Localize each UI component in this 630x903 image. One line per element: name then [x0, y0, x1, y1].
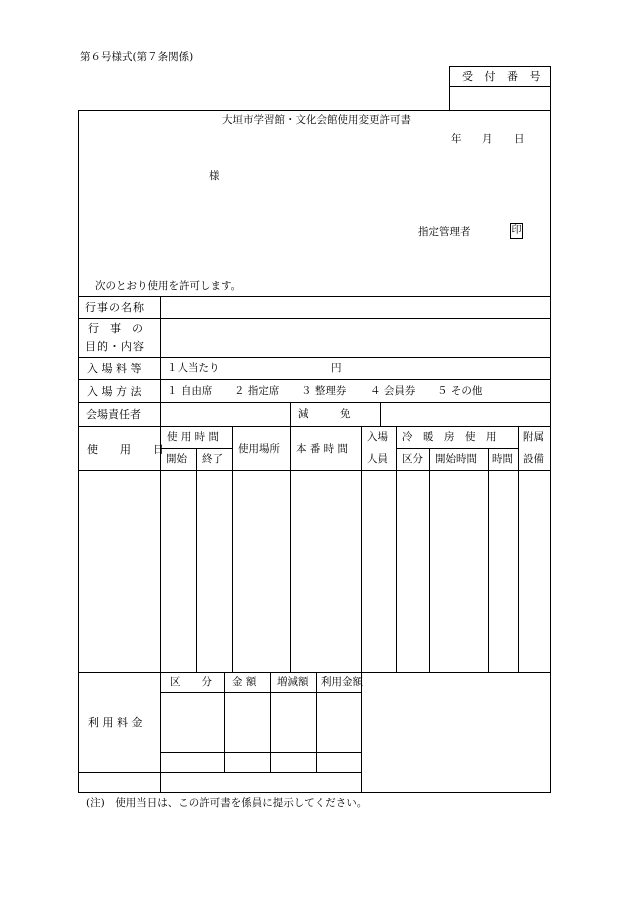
- receipt-box-mid: [449, 86, 551, 87]
- row-line-3: [78, 357, 551, 358]
- hours-header: 時間: [492, 453, 513, 465]
- admission-method-label: 入 場 方 法: [87, 385, 142, 398]
- addressee-suffix: 様: [209, 170, 220, 182]
- equipment-header-1: 附属: [523, 431, 544, 443]
- aircon-header: 冷 暖 房 使 用: [402, 431, 497, 443]
- admission-method-5: ５ その他: [437, 385, 483, 397]
- sched-col-361: [361, 426, 362, 672]
- fee-total-header: 利用金額: [321, 676, 363, 688]
- manager-divider-2: [380, 402, 381, 426]
- aircon-subheader-line: [396, 448, 518, 449]
- note: (注) 使用当日は、この許可書を係員に提示してください。: [86, 797, 368, 809]
- performance-time-header: 本 番 時 間: [296, 443, 349, 455]
- row-line-7: [78, 470, 551, 471]
- date-month: 月: [482, 133, 493, 145]
- admission-method-3: ３ 整理券: [301, 385, 347, 397]
- fee-right-divider: [361, 672, 362, 792]
- time-subheader-line: [160, 448, 232, 449]
- row-line-2: [78, 318, 551, 319]
- receipt-box-top: [449, 66, 551, 67]
- use-date-header: 使 用 日: [87, 443, 164, 456]
- admission-fee-prefix: １人当たり: [167, 362, 220, 374]
- sched-col-488: [488, 448, 489, 672]
- fee-label-divider: [160, 672, 161, 792]
- admission-method-2: ２ 指定席: [234, 385, 280, 397]
- row-line-8: [78, 672, 551, 673]
- admission-method-1: １ 自由席: [167, 385, 213, 397]
- fee-header-line: [160, 692, 361, 693]
- manager-label: 会場責任者: [86, 408, 141, 421]
- fee-label: 利 用 料 金: [88, 716, 143, 729]
- receipt-box-right: [550, 66, 551, 110]
- start-header: 開始: [166, 453, 187, 465]
- fee-change-header: 増減額: [277, 676, 309, 688]
- start-time-header: 開始時間: [435, 453, 477, 465]
- fee-col-316: [316, 672, 317, 772]
- row-line-6: [78, 426, 551, 427]
- attendance-header-1: 入場: [367, 431, 388, 443]
- fee-bottom-line: [78, 772, 361, 773]
- attendance-header-2: 人員: [367, 453, 388, 465]
- sched-col-429: [429, 448, 430, 672]
- fee-col-224: [224, 672, 225, 772]
- purpose-label-1: 行 事 の: [88, 322, 143, 335]
- sched-col-232: [232, 426, 233, 672]
- place-header: 使用場所: [238, 443, 280, 455]
- sched-col-396: [396, 426, 397, 672]
- event-name-label: 行事の名称: [85, 301, 145, 314]
- document-title: 大垣市学習館・文化会館使用変更許可書: [222, 114, 411, 126]
- fee-row-line: [160, 752, 361, 753]
- row-line-4: [78, 379, 551, 380]
- manager-divider-1: [290, 402, 291, 426]
- sched-col-290: [290, 426, 291, 672]
- admission-fee-label: 入 場 料 等: [87, 362, 142, 375]
- permission-statement: 次のとおり使用を許可します。: [95, 280, 242, 292]
- fee-division-header: 区 分: [170, 676, 212, 688]
- frame-right: [550, 110, 551, 793]
- frame-top: [78, 110, 551, 111]
- label-divider: [160, 296, 161, 672]
- receipt-number-label: 受 付 番 号: [462, 70, 545, 83]
- fee-col-270: [270, 672, 271, 772]
- admission-method-4: ４ 会員券: [370, 385, 416, 397]
- frame-bottom: [78, 792, 551, 793]
- sched-col-196: [196, 448, 197, 672]
- date-day: 日: [514, 133, 525, 145]
- equipment-header-2: 設備: [523, 453, 544, 465]
- issuer-label: 指定管理者: [418, 226, 471, 238]
- division-header: 区分: [402, 453, 423, 465]
- row-line-5: [78, 402, 551, 403]
- row-line-1: [78, 296, 551, 297]
- exemption-label: 減 免: [298, 408, 351, 420]
- frame-left: [78, 110, 79, 793]
- purpose-label-2: 目的・内容: [85, 340, 145, 353]
- use-time-header: 使 用 時 間: [167, 431, 220, 443]
- form-number: 第６号様式(第７条関係): [80, 51, 194, 63]
- admission-fee-unit: 円: [331, 362, 342, 374]
- end-header: 終了: [202, 453, 223, 465]
- receipt-box-left: [449, 66, 450, 110]
- sched-col-518: [518, 426, 519, 672]
- date-year: 年: [451, 133, 462, 145]
- seal-mark: 印: [510, 223, 523, 239]
- fee-amount-header: 金 額: [232, 676, 257, 688]
